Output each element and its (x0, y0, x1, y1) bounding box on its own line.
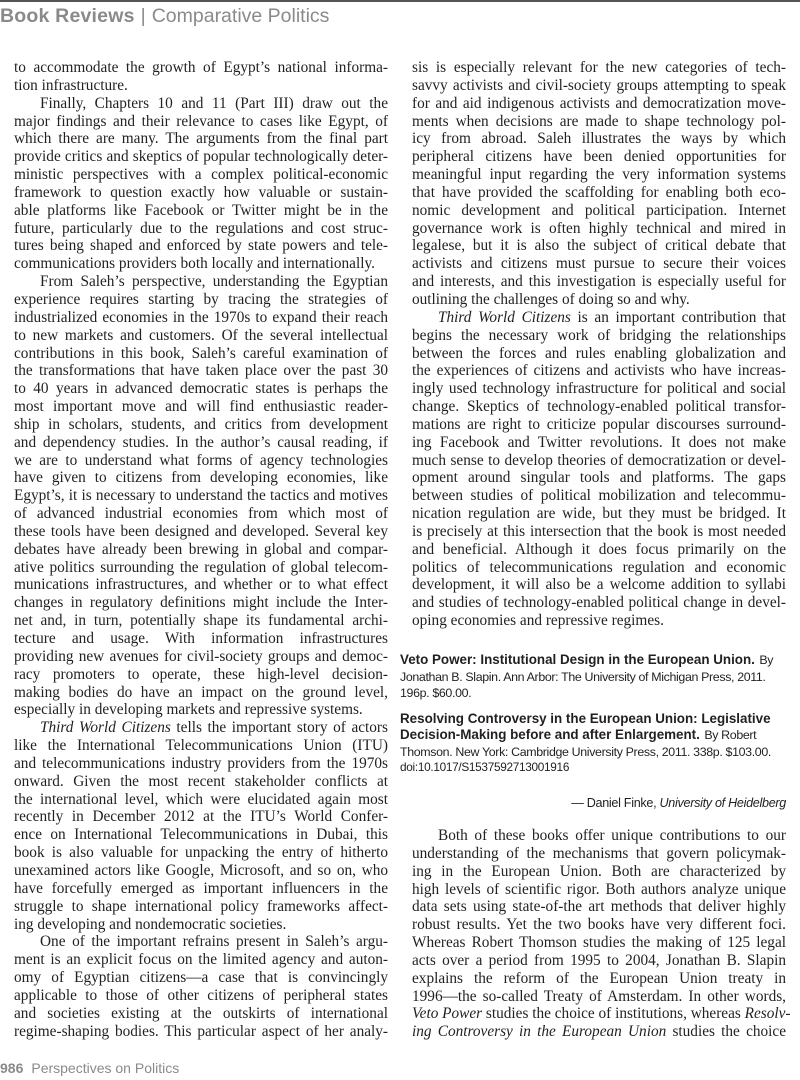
text-line (412, 362, 786, 380)
text-line (412, 273, 786, 291)
text-line (412, 202, 786, 220)
text-segment: Both of these books offer unique contributions to our (438, 827, 786, 844)
text-line (14, 594, 388, 612)
text-segment: ing developing and nondemocratic societies. (14, 915, 287, 933)
text-segment: munications infrastructures, and whether or to what effect (14, 576, 388, 594)
text-line (412, 541, 786, 559)
text-segment: to new markets and customers. Of the several intellectual (14, 326, 388, 344)
text-line (412, 291, 786, 309)
text-segment: omy of Egyptian citizens—a case that is convincingly (14, 969, 388, 987)
text-line (412, 452, 786, 470)
text-segment: is precisely at this intersection that the book is most needed (412, 522, 786, 540)
text-segment: ments when decisions are made to shape technology pol- (412, 112, 786, 130)
text-segment: studies the choice of institutions, whereas (482, 1005, 745, 1023)
text-line (412, 237, 786, 255)
text-segment: understanding of the mechanisms that govern policymak- (412, 844, 786, 862)
paragraph (14, 719, 388, 933)
text-segment: outlining the challenges of doing so and why. (412, 290, 690, 308)
text-line (412, 59, 786, 77)
text-line (14, 95, 388, 113)
text-segment: meaningful input regarding the very information systems (412, 166, 786, 184)
italic-title: Veto Power (412, 1005, 483, 1023)
text-segment: activists and citizens must pursue to secure their voices (412, 255, 786, 273)
text-line (412, 469, 786, 487)
text-segment: high levels of scientific rigor. Both authors analyze unique (412, 880, 786, 898)
text-segment: provide critics and skeptics of popular technologically deter- (14, 148, 388, 166)
text-segment: legalese, but it is also the subject of critical debate that (412, 237, 786, 255)
text-segment: tion infrastructure. (14, 76, 128, 94)
citation-details: By Jonathan B. Slapin. Ann Arbor: The University of Michigan Press, 2011. 196p. $60.00. (400, 653, 774, 700)
text-line (14, 951, 388, 969)
text-line (14, 933, 388, 951)
text-segment: One of the important refrains present in Saleh’s argu- (40, 933, 388, 951)
text-segment: 1996—the so-called Treaty of Amsterdam. In other words, (412, 987, 786, 1005)
text-line (412, 898, 786, 916)
book-citations (400, 652, 790, 774)
text-line (14, 59, 388, 77)
text-segment: Whereas Robert Thomson studies the making of 125 legal (412, 934, 786, 952)
text-line (14, 701, 388, 719)
text-segment: the experiences of citizens and activists who have increas- (412, 362, 786, 380)
text-segment: mations are right to criticize popular discourses surround- (412, 415, 786, 433)
text-line (14, 969, 388, 987)
text-segment: between the forces and rules enabling globalization and (412, 344, 786, 362)
text-line (14, 898, 388, 916)
text-segment: net and, in turn, potentially shape its fundamental archi- (14, 612, 388, 630)
text-line (14, 362, 388, 380)
section-title: Book Reviews (0, 5, 135, 27)
text-line (14, 327, 388, 345)
text-line (14, 826, 388, 844)
text-line (14, 791, 388, 809)
text-segment: ing Facebook and Twitter revolutions. It does not make (412, 433, 786, 451)
text-segment: ship in scholars, students, and critics from development (14, 415, 388, 433)
left-column (14, 59, 388, 1040)
text-line (412, 184, 786, 202)
text-segment: book is also valuable for unpacking the entry of hitherto (14, 844, 388, 862)
text-line (412, 148, 786, 166)
text-segment: Finally, Chapters 10 and 11 (Part III) draw out the (40, 94, 388, 112)
text-segment: contributions in this book, Saleh’s careful examination of (14, 344, 388, 362)
text-segment: oping economies and repressive regimes. (412, 612, 664, 630)
text-segment: communications providers both locally and internationally. (14, 255, 375, 273)
page-number: 986 (0, 1060, 24, 1076)
text-line (412, 1023, 786, 1041)
text-line (412, 523, 786, 541)
text-line (412, 434, 786, 452)
running-footer (0, 1060, 179, 1076)
doi: doi:10.1017/S1537592713001916 (400, 760, 570, 774)
text-segment: major findings and their relevance to cases like Egypt, of (14, 112, 388, 130)
text-line (412, 1005, 791, 1023)
text-segment: ment is an explicit focus on the limited agency and auton- (14, 951, 388, 969)
text-line (412, 881, 786, 899)
text-segment: especially in developing markets and repressive systems. (14, 701, 363, 719)
paragraph (412, 827, 791, 1041)
text-line (412, 113, 786, 131)
text-line (14, 808, 388, 826)
text-segment: explains the reform of the European Union treaty in (412, 969, 786, 987)
text-segment: nication regulation are wide, but they must be bridged. It (412, 505, 786, 523)
text-segment: future, particularly due to the regulations and cost struc- (14, 219, 388, 237)
text-segment: nomic development and political participation. Internet (412, 201, 786, 219)
text-segment: debates have already been brewing in global and compar- (14, 540, 388, 558)
text-segment: onward. Given the most recent stakeholder conflicts at (14, 772, 388, 790)
reviewer-signature (571, 796, 786, 810)
text-line (14, 684, 388, 702)
text-segment: most important move and will find enthusiastic reader- (14, 398, 388, 416)
text-segment: making bodies do have an impact on the ground level, (14, 683, 388, 701)
text-line (412, 916, 786, 934)
text-line (14, 523, 388, 541)
text-segment: studies the choice (666, 1023, 786, 1041)
text-line (14, 987, 388, 1005)
paragraph (412, 309, 786, 630)
text-line (412, 220, 786, 238)
text-segment: is an important contribution that (570, 308, 786, 326)
text-line (14, 1005, 388, 1023)
right-column-bottom (412, 827, 791, 1041)
text-segment: recently in December 2012 at the ITU’s World Confer- (14, 808, 388, 826)
text-line (14, 719, 388, 737)
text-line (412, 970, 786, 988)
text-segment: acts over a period from 1995 to 2004, Jonathan B. Slapin (412, 951, 786, 969)
text-line (14, 648, 388, 666)
text-line (14, 916, 388, 934)
text-segment: ingly used technology infrastructure for political and social (412, 380, 786, 398)
text-line (412, 845, 786, 863)
text-line (412, 988, 786, 1006)
text-segment: icy from abroad. Saleh illustrates the ways by which (412, 130, 786, 148)
paragraph (14, 59, 388, 95)
citation-resolving-controversy (400, 711, 790, 761)
text-segment: ing in the European Union. Both are characterized by (412, 862, 786, 880)
text-line (14, 148, 388, 166)
text-segment: politics of telecommunications regulation and economic (412, 558, 786, 576)
text-segment: From Saleh’s perspective, understanding the Egyptian (40, 273, 388, 291)
italic-title: Third World Citizens (438, 308, 571, 326)
text-segment: and studies of technology-enabled political change in devel- (412, 594, 786, 612)
reviewer-name: — Daniel Finke, (571, 796, 660, 810)
text-segment: providing new avenues for civil-society groups and democ- (14, 647, 388, 665)
text-segment: applicable to those of other citizens of peripheral states (14, 986, 388, 1004)
text-segment: governance work is often highly technical and mired in (412, 219, 786, 237)
right-column-top (412, 59, 786, 630)
text-line (412, 416, 786, 434)
text-segment: tells the important story of actors (170, 719, 388, 737)
text-line (412, 505, 786, 523)
text-segment: the transformations that have taken place over the past 30 (14, 362, 388, 380)
text-segment: and dependency studies. In the author’s causal reading, if (14, 433, 388, 451)
text-line (412, 327, 786, 345)
text-segment: and societies existing at the outskirts of international (14, 1004, 388, 1022)
text-segment: for and aid indigenous activists and democratization move- (412, 94, 786, 112)
text-segment: sis is especially relevant for the new categories of tech- (412, 59, 786, 76)
text-segment: struggle to shape international policy frameworks affect- (14, 897, 388, 915)
text-segment: unexamined actors like Google, Microsoft, and so on, who (14, 861, 388, 879)
text-segment: these tools have been designed and developed. Several key (14, 522, 388, 540)
text-segment: tecture and usage. With information infrastructures (14, 630, 388, 647)
text-line (14, 862, 388, 880)
text-segment: between studies of political mobilization and telecommu- (412, 487, 786, 505)
text-line (412, 398, 786, 416)
text-line (14, 130, 388, 148)
text-segment: ative politics surrounding the regulation of global telecom- (14, 558, 388, 576)
text-line (412, 309, 786, 327)
text-line (14, 345, 388, 363)
text-segment: the international level, which were elucidated again most (14, 790, 388, 808)
text-segment: able platforms like Facebook or Twitter might be in the (14, 201, 388, 219)
citation-title: Veto Power: Institutional Design in the European Union. (400, 652, 755, 667)
text-line (14, 880, 388, 898)
text-line (412, 594, 786, 612)
journal-name: Perspectives on Politics (31, 1060, 180, 1076)
text-line (14, 202, 388, 220)
text-line (412, 487, 786, 505)
text-line (14, 541, 388, 559)
text-segment: opment around singular tools and platforms. The gaps (412, 469, 786, 487)
text-line (412, 952, 786, 970)
text-line (412, 77, 786, 95)
text-line (14, 666, 388, 684)
paragraph (14, 933, 388, 1040)
text-segment: we are to understand what forms of agency technologies (14, 451, 388, 469)
text-segment: to accommodate the growth of Egypt’s national informa- (14, 59, 388, 76)
text-line (412, 827, 786, 845)
text-line (412, 576, 786, 594)
text-line (412, 130, 786, 148)
text-line (14, 237, 388, 255)
text-line (412, 934, 786, 952)
paragraph (14, 95, 388, 273)
text-line (14, 291, 388, 309)
text-line (14, 255, 388, 273)
reviewer-affiliation: University of Heidelberg (659, 796, 786, 810)
text-line (14, 755, 388, 773)
text-line (14, 184, 388, 202)
text-segment: that have provided the scaffolding for enabling both eco- (412, 183, 786, 201)
text-line (412, 612, 786, 630)
text-segment: robust results. Yet the two books have very different foci. (412, 916, 786, 934)
text-line (412, 95, 786, 113)
text-segment: experience requires starting by tracing the strategies of (14, 290, 388, 308)
paragraph (412, 59, 786, 309)
text-segment: change. Skeptics of technology-enabled political transfor- (412, 398, 786, 416)
text-segment: and interests, and this investigation is especially useful for (412, 273, 786, 291)
text-segment: changes in regulatory definitions might include the Inter- (14, 594, 388, 612)
text-segment: and beneficial. Although it does focus primarily on the (412, 540, 786, 558)
subsection-title: Comparative Politics (151, 5, 330, 27)
paragraph (14, 273, 388, 719)
text-line (14, 630, 388, 648)
text-line (14, 77, 388, 95)
running-header (0, 5, 329, 28)
text-segment: of advanced industrial economies from which most of (14, 505, 388, 523)
text-line (14, 309, 388, 327)
text-line (14, 505, 388, 523)
text-segment: development, it will also be a welcome addition to syllabi (412, 576, 786, 594)
italic-title: ing Controversy in the European Union (412, 1023, 667, 1041)
text-line (14, 737, 388, 755)
text-segment: peripheral citizens have been denied opportunities for (412, 148, 786, 166)
text-segment: like the International Telecommunications Union (ITU) (14, 737, 388, 755)
text-line (14, 380, 388, 398)
text-line (14, 416, 388, 434)
text-line (14, 612, 388, 630)
text-line (14, 273, 388, 291)
text-line (14, 398, 388, 416)
text-segment: to 40 years in advanced democratic states is perhaps the (14, 380, 388, 398)
text-segment: savvy activists and civil-society groups attempting to speak (412, 76, 786, 94)
text-segment: tures being shaped and enforced by state powers and tele- (14, 237, 388, 255)
text-segment: racy promoters to operate, these high-level decision- (14, 665, 388, 683)
text-line (14, 469, 388, 487)
text-line (412, 345, 786, 363)
text-line (14, 844, 388, 862)
text-segment: much sense to develop theories of democratization or devel- (412, 451, 786, 469)
text-line (412, 380, 786, 398)
citation-veto-power (400, 652, 790, 702)
text-segment: data sets using state-of-the art methods that deliver highly (412, 898, 786, 916)
header-rule (0, 0, 800, 2)
citation-details: By Robert Thomson. New York: Cambridge University Press, 2011. 338p. $103.00. (400, 728, 771, 759)
text-segment: have forcefully emerged as important influencers in the (14, 879, 388, 897)
italic-title: Third World Citizens (40, 719, 171, 737)
text-line (14, 559, 388, 577)
text-line (14, 220, 388, 238)
text-segment: and telecommunications industry providers from the 1970s (14, 754, 388, 772)
text-line (412, 559, 786, 577)
text-line (14, 773, 388, 791)
text-line (14, 166, 388, 184)
text-segment: Egypt’s, it is necessary to understand the tactics and motives (14, 487, 388, 505)
citation-title: Resolving Controversy in the European Union: Legislative Decision-Making before and after Enlargement. (400, 710, 771, 742)
text-line (14, 113, 388, 131)
text-line (412, 255, 786, 273)
text-line (14, 1023, 388, 1041)
text-segment: ministic perspectives with a complex political-economic (14, 166, 388, 184)
text-line (412, 863, 786, 881)
text-segment: ence on International Telecommunications in Dubai, this (14, 826, 388, 844)
text-segment: industrialized economies in the 1970s to expand their reach (14, 308, 388, 326)
text-line (14, 434, 388, 452)
text-line (412, 166, 786, 184)
text-segment: begins the necessary work of bridging the relationships (412, 326, 786, 344)
text-line (14, 576, 388, 594)
header-separator: | (140, 5, 146, 27)
text-segment: which there are many. The arguments from the final part (14, 130, 388, 148)
text-line (14, 452, 388, 470)
text-segment: regime-shaping bodies. This particular aspect of her analy- (14, 1022, 388, 1040)
text-line (14, 487, 388, 505)
text-segment: have given to citizens from developing economies, like (14, 469, 388, 487)
italic-title: Resolv- (744, 1005, 791, 1023)
text-segment: framework to question exactly how valuable or sustain- (14, 183, 388, 201)
